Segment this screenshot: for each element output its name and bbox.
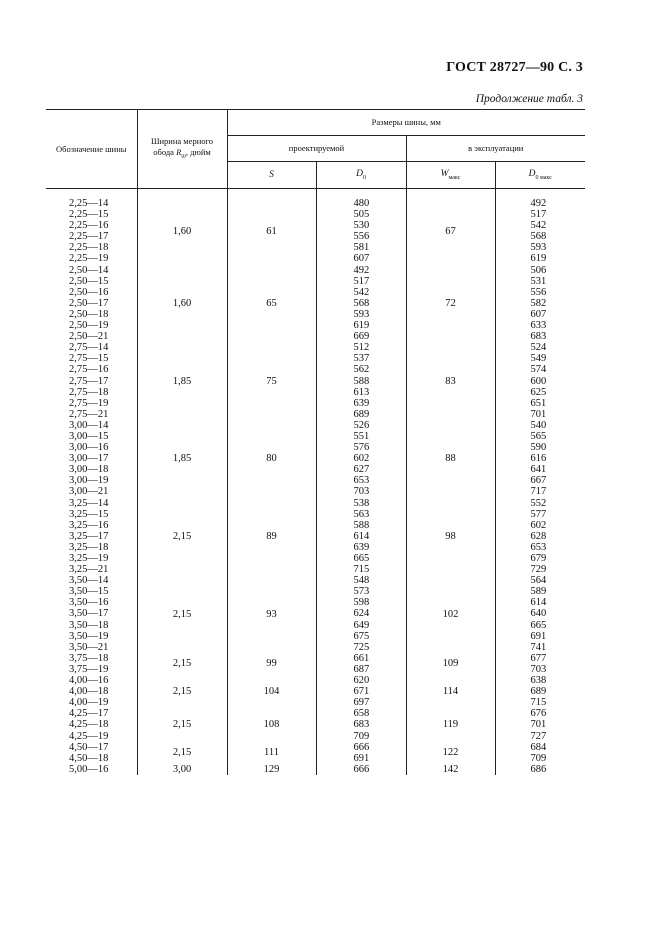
page-header: ГОСТ 28727—90 С. 3 <box>446 60 583 75</box>
d0max-cell-value: 628 <box>530 530 547 542</box>
tyre-designation-cell-value: 3,00—15 <box>69 430 109 442</box>
tyre-designation-cell-value: 3,75—19 <box>69 663 109 675</box>
d0max-cell-value: 701 <box>530 719 547 731</box>
s-cell: 129 <box>227 764 316 775</box>
d0-cell <box>316 265 406 343</box>
d0-cell-value: 548 <box>353 575 370 587</box>
tyre-designation-cell-value: 3,50—15 <box>69 586 109 598</box>
d0max-cell-value: 616 <box>530 453 547 465</box>
d0max-cell-value: 677 <box>530 652 547 664</box>
d0max-cell-value: 703 <box>530 663 547 675</box>
d0-cell-value: 526 <box>353 419 370 431</box>
d0-cell-value: 624 <box>353 608 370 620</box>
d0max-cell-value: 549 <box>530 353 547 365</box>
d0max-cell-value: 679 <box>530 553 547 564</box>
header-d0: $D_0$ <box>316 162 406 189</box>
tyre-designation-cell-value: 3,25—14 <box>69 497 109 509</box>
header-designed: проектируемой <box>227 136 406 162</box>
d0-cell <box>316 742 406 764</box>
d0max-cell-value: 577 <box>530 508 547 520</box>
tyre-designation-cell-value: 3,50—14 <box>69 575 109 587</box>
tyre-designation-cell-value: 4,50—18 <box>69 752 109 764</box>
d0max-cell-value: 715 <box>530 697 547 709</box>
table-row <box>46 265 585 343</box>
d0-cell-value: 530 <box>353 220 370 232</box>
table-row <box>46 498 585 576</box>
d0-cell <box>316 498 406 576</box>
tyre-designation-cell-value: 3,25—15 <box>69 508 109 520</box>
d0max-cell-value: 651 <box>530 397 547 409</box>
d0max-cell-value: 552 <box>530 497 547 509</box>
tyre-designation-cell-value: 3,25—19 <box>69 553 109 564</box>
d0-cell-value: 661 <box>353 652 370 664</box>
tyre-designation-cell-value: 3,25—17 <box>69 530 109 542</box>
tyre-designation-cell-value: 2,50—21 <box>69 331 109 343</box>
rim-width-cell: 2,15 <box>137 653 227 675</box>
d0-cell-value: 649 <box>353 619 370 631</box>
rim-width-cell: 1,85 <box>137 342 227 420</box>
d0max-cell-value: 741 <box>530 641 547 653</box>
tyre-designation-cell <box>46 189 137 265</box>
d0max-cell-value: 565 <box>530 430 547 442</box>
s-cell: 108 <box>227 708 316 741</box>
d0max-cell-value: 633 <box>530 320 547 332</box>
d0max-cell <box>495 342 585 420</box>
tyre-designation-cell-value: 2,50—17 <box>69 297 109 309</box>
tyre-designation-cell-value: 3,50—17 <box>69 608 109 620</box>
d0-cell-value: 697 <box>353 697 370 709</box>
wmax-cell: 109 <box>406 653 495 675</box>
d0-cell-value: 666 <box>353 741 370 753</box>
d0max-cell-value: 653 <box>530 541 547 553</box>
tyre-designation-cell-value: 2,75—17 <box>69 375 109 387</box>
rim-width-cell: 3,00 <box>137 764 227 775</box>
tyre-designation-cell-value: 2,75—15 <box>69 353 109 365</box>
tyre-designation-cell-value: 3,75—18 <box>69 652 109 664</box>
d0-cell-value: 669 <box>353 331 370 343</box>
wmax-cell: 114 <box>406 675 495 708</box>
d0max-cell-value: 667 <box>530 475 547 487</box>
d0-cell-value: 639 <box>353 397 370 409</box>
d0-cell-value: 588 <box>353 519 370 531</box>
d0max-cell-value: 640 <box>530 608 547 620</box>
tyre-designation-cell-value: 3,00—14 <box>69 419 109 431</box>
s-cell: 89 <box>227 498 316 576</box>
d0-cell-value: 715 <box>353 564 370 576</box>
d0max-cell-value: 492 <box>530 198 547 209</box>
d0-cell-value: 703 <box>353 486 370 498</box>
d0-cell-value: 689 <box>353 408 370 420</box>
tyre-designation-cell-value: 2,50—14 <box>69 264 109 276</box>
d0max-cell-value: 709 <box>530 752 547 764</box>
d0max-cell <box>495 498 585 576</box>
wmax-cell: 98 <box>406 498 495 576</box>
d0-cell-value: 538 <box>353 497 370 509</box>
d0-cell-value: 627 <box>353 464 370 476</box>
d0max-cell-value: 683 <box>530 331 547 343</box>
d0max-cell-value: 625 <box>530 386 547 398</box>
d0max-cell-value: 564 <box>530 575 547 587</box>
tyre-designation-cell-value: 4,00—16 <box>69 675 109 687</box>
d0-cell-value: 671 <box>353 686 370 698</box>
d0max-cell <box>495 742 585 764</box>
d0max-cell-value: 540 <box>530 419 547 431</box>
tyre-designation-cell <box>46 575 137 653</box>
d0max-cell-value: 582 <box>530 297 547 309</box>
table-body <box>46 189 585 775</box>
wmax-cell: 119 <box>406 708 495 741</box>
tyre-designation-cell-value: 2,50—18 <box>69 308 109 320</box>
d0-cell-value: 505 <box>353 209 370 221</box>
d0max-cell-value: 701 <box>530 408 547 420</box>
d0-cell-value: 537 <box>353 353 370 365</box>
tyre-designation-cell-value: 3,50—18 <box>69 619 109 631</box>
d0-cell-value: 576 <box>353 442 370 454</box>
d0-cell-value: 512 <box>353 342 370 354</box>
header-s: S <box>227 162 316 189</box>
tyre-designation-cell-value: 4,25—18 <box>69 719 109 731</box>
d0max-cell-value: 614 <box>530 597 547 609</box>
d0max-cell <box>495 764 585 775</box>
d0-cell-value: 598 <box>353 597 370 609</box>
tyre-designation-cell-value: 2,75—14 <box>69 342 109 354</box>
s-cell: 99 <box>227 653 316 675</box>
d0-cell <box>316 420 406 498</box>
rim-width-cell: 2,15 <box>137 498 227 576</box>
tyre-designation-cell-value: 2,75—16 <box>69 364 109 376</box>
wmax-cell: 72 <box>406 265 495 343</box>
table-row <box>46 342 585 420</box>
d0-cell-value: 542 <box>353 286 370 298</box>
d0max-cell-value: 517 <box>530 209 547 221</box>
d0-cell <box>316 675 406 708</box>
d0-cell-value: 658 <box>353 708 370 720</box>
wmax-cell: 122 <box>406 742 495 764</box>
tyre-designation-cell <box>46 708 137 741</box>
d0-cell-value: 675 <box>353 630 370 642</box>
tyre-designation-cell-value: 3,00—17 <box>69 453 109 465</box>
d0max-cell-value: 593 <box>530 242 547 254</box>
table-row <box>46 189 585 265</box>
d0-cell-value: 556 <box>353 231 370 243</box>
tyre-designation-cell-value: 3,50—16 <box>69 597 109 609</box>
d0max-cell-value: 665 <box>530 619 547 631</box>
table-continuation-note: Продолжение табл. 3 <box>475 93 583 105</box>
d0max-cell-value: 727 <box>530 730 547 742</box>
header-wmax: $W_{макс}$ <box>406 162 495 189</box>
s-cell: 104 <box>227 675 316 708</box>
d0max-cell-value: 689 <box>530 686 547 698</box>
d0max-cell-value: 729 <box>530 564 547 576</box>
tyre-dimensions-table <box>46 109 585 775</box>
d0max-cell-value: 506 <box>530 264 547 276</box>
tyre-designation-cell-value: 2,50—15 <box>69 275 109 287</box>
tyre-designation-cell-value: 3,50—21 <box>69 641 109 653</box>
tyre-designation-cell-value: 2,50—19 <box>69 320 109 332</box>
rim-width-cell: 1,85 <box>137 420 227 498</box>
d0-cell <box>316 342 406 420</box>
tyre-designation-cell-value: 3,50—19 <box>69 630 109 642</box>
tyre-designation-cell <box>46 342 137 420</box>
table-row <box>46 764 585 775</box>
d0-cell-value: 691 <box>353 752 370 764</box>
tyre-designation-cell <box>46 675 137 708</box>
d0-cell-value: 492 <box>353 264 370 276</box>
d0max-cell-value: 531 <box>530 275 547 287</box>
s-cell: 111 <box>227 742 316 764</box>
tyre-designation-cell <box>46 420 137 498</box>
d0max-cell-value: 638 <box>530 675 547 687</box>
d0-cell-value: 687 <box>353 663 370 675</box>
wmax-cell: 102 <box>406 575 495 653</box>
s-cell: 65 <box>227 265 316 343</box>
d0-cell <box>316 575 406 653</box>
tyre-designation-cell-value: 2,25—17 <box>69 231 109 243</box>
tyre-designation-cell <box>46 653 137 675</box>
d0max-cell-value: 590 <box>530 442 547 454</box>
d0-cell-value: 480 <box>353 198 370 209</box>
header-rim-width: Ширина мерного обода $R_ш$, дюйм <box>137 110 227 189</box>
d0max-cell-value: 574 <box>530 364 547 376</box>
header-d0max: $D_{0 макс}$ <box>495 162 585 189</box>
tyre-designation-cell-value: 3,00—19 <box>69 475 109 487</box>
d0-cell-value: 613 <box>353 386 370 398</box>
d0max-cell <box>495 265 585 343</box>
s-cell: 75 <box>227 342 316 420</box>
d0-cell-value: 602 <box>353 453 370 465</box>
d0-cell-value: 581 <box>353 242 370 254</box>
wmax-cell: 88 <box>406 420 495 498</box>
table-row <box>46 575 585 653</box>
rim-width-cell: 2,15 <box>137 675 227 708</box>
d0max-cell-value: 602 <box>530 519 547 531</box>
rim-width-cell: 1,60 <box>137 265 227 343</box>
tyre-designation-cell-value: 4,25—17 <box>69 708 109 720</box>
tyre-designation-cell-value: 3,25—21 <box>69 564 109 576</box>
d0-cell-value: 568 <box>353 297 370 309</box>
d0-cell-value: 562 <box>353 364 370 376</box>
tyre-designation-cell <box>46 764 137 775</box>
d0max-cell-value: 641 <box>530 464 547 476</box>
d0-cell <box>316 189 406 265</box>
table-row <box>46 742 585 764</box>
tyre-designation-cell-value: 4,50—17 <box>69 741 109 753</box>
d0-cell-value: 614 <box>353 530 370 542</box>
d0max-cell-value: 556 <box>530 286 547 298</box>
tyre-designation-cell-value: 4,25—19 <box>69 730 109 742</box>
d0-cell-value: 709 <box>353 730 370 742</box>
d0max-cell-value: 600 <box>530 375 547 387</box>
tyre-designation-cell-value: 4,00—18 <box>69 686 109 698</box>
d0-cell <box>316 653 406 675</box>
d0-cell-value: 619 <box>353 320 370 332</box>
tyre-designation-cell-value: 2,75—19 <box>69 397 109 409</box>
rim-width-cell: 2,15 <box>137 708 227 741</box>
tyre-designation-cell-value: 2,75—21 <box>69 408 109 420</box>
header-dimensions: Размеры шины, мм <box>227 110 585 136</box>
table-row <box>46 420 585 498</box>
d0max-cell-value: 524 <box>530 342 547 354</box>
d0max-cell-value: 542 <box>530 220 547 232</box>
d0max-cell <box>495 653 585 675</box>
tyre-designation-cell-value: 2,25—19 <box>69 253 109 265</box>
tyre-designation-cell-value: 3,00—21 <box>69 486 109 498</box>
d0-cell-value: 563 <box>353 508 370 520</box>
tyre-designation-cell-value: 2,25—16 <box>69 220 109 232</box>
s-cell: 61 <box>227 189 316 265</box>
d0-cell <box>316 764 406 775</box>
d0max-cell-value: 589 <box>530 586 547 598</box>
wmax-cell: 83 <box>406 342 495 420</box>
d0max-cell <box>495 189 585 265</box>
d0-cell-value: 620 <box>353 675 370 687</box>
d0-cell-value: 551 <box>353 430 370 442</box>
d0max-cell <box>495 675 585 708</box>
tyre-designation-cell <box>46 742 137 764</box>
d0max-cell-value: 568 <box>530 231 547 243</box>
table-row <box>46 653 585 675</box>
tyre-designation-cell-value: 2,25—18 <box>69 242 109 254</box>
header-in-use: в эксплуатации <box>406 136 585 162</box>
rim-width-cell: 2,15 <box>137 575 227 653</box>
tyre-designation-cell-value: 3,00—16 <box>69 442 109 454</box>
tyre-designation-cell-value: 3,25—16 <box>69 519 109 531</box>
tyre-designation-cell-value: 3,25—18 <box>69 541 109 553</box>
d0max-cell <box>495 575 585 653</box>
wmax-cell: 142 <box>406 764 495 775</box>
d0-cell-value: 653 <box>353 475 370 487</box>
d0-cell-value: 593 <box>353 308 370 320</box>
header-designation: Обозначение шины <box>46 110 137 189</box>
d0-cell-value: 607 <box>353 253 370 265</box>
table-row <box>46 675 585 708</box>
d0-cell-value: 517 <box>353 275 370 287</box>
tyre-designation-cell-value: 2,50—16 <box>69 286 109 298</box>
d0max-cell-value: 691 <box>530 630 547 642</box>
rim-width-cell: 2,15 <box>137 742 227 764</box>
d0max-cell-value: 676 <box>530 708 547 720</box>
d0max-cell <box>495 708 585 741</box>
d0-cell-value: 573 <box>353 586 370 598</box>
d0-cell-value: 665 <box>353 553 370 564</box>
d0max-cell <box>495 420 585 498</box>
tyre-designation-cell-value: 5,00—16 <box>69 763 109 775</box>
tyre-designation-cell-value: 2,25—15 <box>69 209 109 221</box>
d0max-cell-value: 607 <box>530 308 547 320</box>
d0-cell-value: 683 <box>353 719 370 731</box>
tyre-designation-cell-value: 2,75—18 <box>69 386 109 398</box>
tyre-designation-cell <box>46 498 137 576</box>
d0max-cell-value: 619 <box>530 253 547 265</box>
wmax-cell: 67 <box>406 189 495 265</box>
s-cell: 80 <box>227 420 316 498</box>
d0max-cell-value: 686 <box>530 763 547 775</box>
tyre-designation-cell-value: 4,00—19 <box>69 697 109 709</box>
d0-cell-value: 588 <box>353 375 370 387</box>
d0-cell-value: 666 <box>353 763 370 775</box>
d0max-cell-value: 684 <box>530 741 547 753</box>
s-cell: 93 <box>227 575 316 653</box>
d0-cell <box>316 708 406 741</box>
tyre-designation-cell-value: 3,00—18 <box>69 464 109 476</box>
d0-cell-value: 725 <box>353 641 370 653</box>
table-row <box>46 708 585 741</box>
d0max-cell-value: 717 <box>530 486 547 498</box>
tyre-designation-cell <box>46 265 137 343</box>
rim-width-cell: 1,60 <box>137 189 227 265</box>
tyre-designation-cell-value: 2,25—14 <box>69 198 109 209</box>
d0-cell-value: 639 <box>353 541 370 553</box>
